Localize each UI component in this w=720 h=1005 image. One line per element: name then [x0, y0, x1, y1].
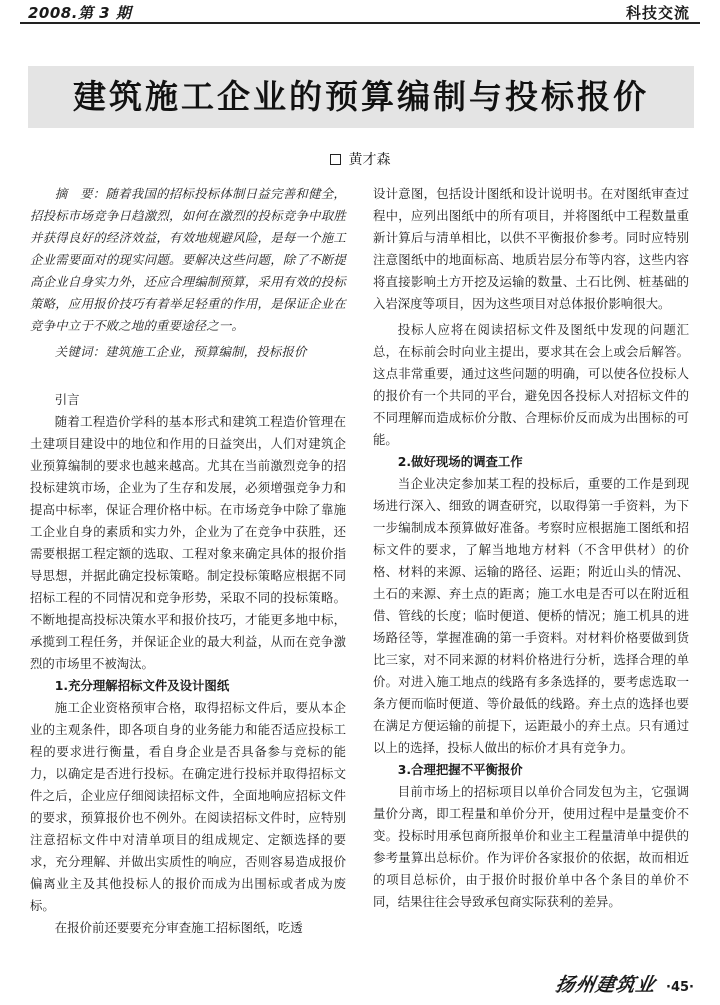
section-1-paragraph-1: 施工企业资格预审合格，取得招标文件后，要从本企业的主观条件，即各项自身的业务能力和能否适应投标工程的要求进行衡量，看自身企业是否具备参与竞标的能力，以确定是否进行投标。在确定进行投标并取得招标文件之后，企业应仔细阅读招标文件，全面地响应招标文件的要求，预算报价也不例外。在阅读招标文件时，应特别注意招标文件中对清单项目的组成规定、定额选择的要求，充分理解、并做出实质性的响应，否则容易造成报价偏离业主及其他投标人的报价而成为出围标或者成为废标。 — [30, 700, 346, 913]
running-header — [0, 0, 720, 24]
column-label: 科技交流 — [625, 4, 690, 22]
page-footer — [553, 970, 694, 997]
right-column — [373, 183, 689, 913]
section-1-paragraph-3: 投标人应将在阅读招标文件及图纸中发现的问题汇总，在标前会时向业主提出，要求其在会上或会后解答。这点非常重要，通过这些问题的明确，可以使各位投标人的报价有一个共同的平台，避免因各投标人对招标文件的不同理解而造成标价分散、合理标价反而成为出围标的可能。 — [373, 322, 689, 447]
abstract: 摘 要：随着我国的招标投标体制日益完善和健全，招投标市场竞争日趋激烈，如何在激烈的投标竞争中取胜并获得良好的经济效益，有效地规避风险，是每一个施工企业需要面对的现实问题。要解决这些问题，除了不断提高企业自身实力外，还应合理编制预算，采用有效的投标策略，应用报价技巧有着举足轻重的作用，是保证企业在竞争中立于不败之地的重要途径之一。 — [30, 186, 346, 333]
section-1-paragraph-2-continued: 设计意图，包括设计图纸和设计说明书。在对图纸审查过程中，应列出图纸中的所有项目，并将图纸中工程数量重新计算后与清单相比，以供不平衡报价参考。同时应特别注意图纸中的地面标高、地质岩层分布等内容，这些内容将直接影响土方开挖及运输的数量、土石比例、桩基础的入岩深度等项目，因为这些项目对总体报价影响很大。 — [373, 186, 689, 311]
article-title: 建筑施工企业的预算编制与投标报价 — [73, 77, 649, 116]
keywords: 关键词：建筑施工企业，预算编制，投标报价 — [54, 344, 307, 359]
page-number: ·45· — [666, 980, 694, 995]
author-name: 黄才森 — [348, 152, 391, 168]
author-line — [0, 149, 720, 169]
left-column — [30, 183, 346, 939]
header-rule — [20, 22, 700, 24]
section-3-paragraph: 目前市场上的招标项目以单价合同发包为主，它强调量价分离，即工程量和单价分开，使用过程中是量变价不变。投标时用承包商所报单价和业主工程量清单中提供的参考量算出总标价。作为评价各家报价的依据，故而相近的项目总标价，由于报价时报价单中各个条目的单价不同，结果往往会导致承包商实际获利的差异。 — [373, 784, 689, 909]
section-2-paragraph: 当企业决定参加某工程的投标后，重要的工作是到现场进行深入、细致的调查研究，以取得第一手资料，为下一步编制成本预算做好准备。考察时应根据施工图纸和招标文件的要求，了解当地地方材料（不含甲供材）的价格、材料的来源、运输的路径、运距；附近山头的情况、土石的来源、弃土点的距离；施工水电是否可以在附近租借、管线的长度；临时便道、便桥的情况；施工机具的进场路径等，掌握准确的第一手资料。对材料价格要做到货比三家，对不同来源的材料价格进行分析，选择合理的单价。对进入施工地点的线路有多条选择的，要考虑选取一条方便而临时便道、等价最低的线路。弃土点的选择也要在满足方便运输的前提下，运距最小的弃土点。只有通过以上的选择，投标人做出的标价才具有竞争力。 — [373, 476, 689, 755]
intro-paragraph: 随着工程造价学科的基本形式和建筑工程造价管理在土建项目建设中的地位和作用的日益突出，人们对建筑企业预算编制的要求也越来越高。尤其在当前激烈竞争的招投标建筑市场，企业为了生存和发展，必须增强竞争力和提高中标率，保证合理价格中标。在市场竞争中除了靠施工企业自身的素质和实力外，企业为了在竞争中获胜，还需要根据工程定额的选取、工程对象来确定具体的报价指导思想，并据此确定投标策略。制定投标策略应根据不同招标工程的不同情况和竞争形势，采取不同的投标策略。不断地提高投标决策水平和报价技巧，才能更多地中标，承揽到工程任务，并保证企业的最大利益，从而在竞争激烈的市场里不被淘汰。 — [30, 414, 346, 671]
section-3-heading: 3.合理把握不平衡报价 — [397, 762, 523, 777]
issue-label: 2008.第 3 期 — [28, 4, 132, 22]
intro-heading: 引言 — [54, 392, 80, 407]
journal-masthead: 扬州建筑业 — [553, 974, 658, 996]
author-square-icon — [330, 154, 341, 165]
section-1-paragraph-2-start: 在报价前还要要充分审查施工招标图纸，吃透 — [54, 920, 303, 935]
section-1-heading: 1.充分理解招标文件及设计图纸 — [54, 678, 230, 693]
section-2-heading: 2.做好现场的调查工作 — [397, 454, 523, 469]
